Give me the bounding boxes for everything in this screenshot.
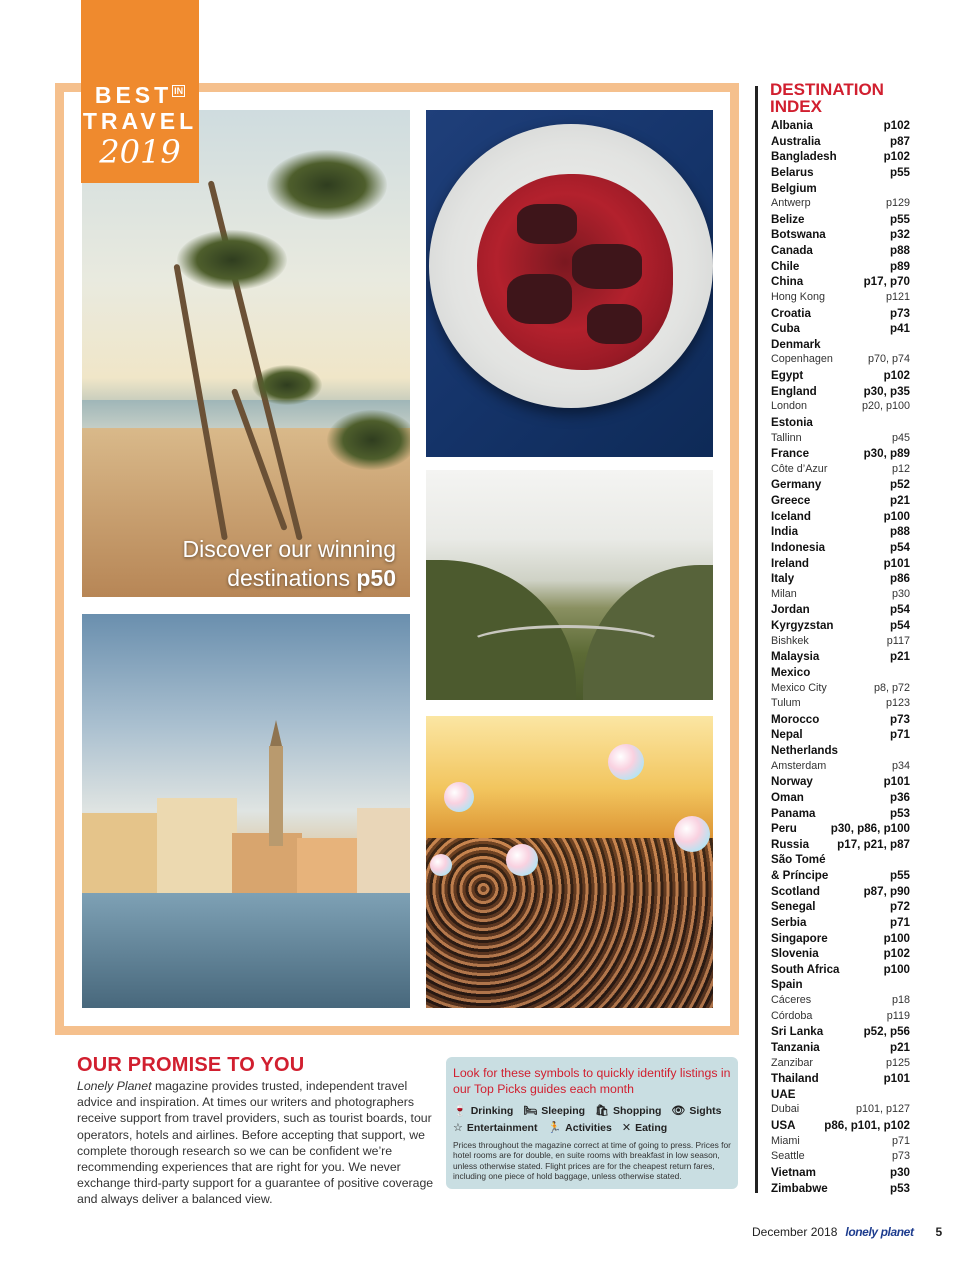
index-country-row [771,868,910,884]
building [297,838,357,893]
index-page: p20, p100 [861,400,910,413]
index-name: Iceland [771,509,811,523]
index-name: Zimbabwe [771,1181,828,1195]
index-country-row [771,321,910,337]
index-country-row [771,806,910,822]
index-country-row [771,1024,910,1040]
index-name: Kyrgyzstan [771,619,834,632]
index-country-row [771,962,910,978]
index-page: p88 [890,525,910,539]
index-page: p70, p74 [867,353,910,366]
index-country-row [771,727,910,743]
index-name: Egypt [771,369,804,382]
index-page: p52, p56 [863,1025,910,1039]
index-page: p86 [890,572,910,586]
activities-icon: 🏃 [547,1122,562,1134]
index-page: p8, p72 [873,681,910,694]
index-country-row [771,556,910,572]
balloon [430,854,452,876]
building [157,798,237,893]
index-name: Jordan [771,603,810,617]
index-name: Belarus [771,165,814,179]
index-country-row [771,743,910,759]
index-page: p30 [891,587,910,600]
index-divider [755,86,758,1193]
index-page: p125 [885,1056,910,1069]
symbol-label: Drinking [470,1104,514,1117]
index-country-row [771,931,910,947]
index-country-row [771,852,910,868]
index-page: p17, p70 [863,275,910,289]
index-page: p55 [890,212,910,226]
index-name: Hong Kong [771,290,826,303]
index-page: p88 [890,244,910,257]
index-name: Slovenia [771,947,819,961]
index-city-row [771,681,910,697]
index-page: p89 [890,259,910,273]
index-page: p30, p89 [863,447,910,461]
index-name: & Príncipe [771,869,829,882]
symbol-label: Shopping [613,1104,662,1117]
index-country-row [771,446,910,462]
index-country-row [771,368,910,384]
index-country-row [771,274,910,290]
index-page: p30, p35 [863,384,910,398]
index-page: p101, p127 [855,1103,910,1116]
index-name: Peru [771,822,797,836]
index-page: p17, p21, p87 [837,837,910,851]
index-page: p21 [890,494,910,507]
index-page: p117 [886,634,910,647]
index-name: Canada [771,244,813,257]
entertainment-icon: ☆ [453,1122,463,1134]
harbour-town-photo[interactable] [82,614,410,1008]
symbols-intro: Look for these symbols to quickly identify listings in our Top Picks guides each month [453,1066,731,1096]
index-name: China [771,275,804,289]
index-country-row [771,899,910,915]
page-footer [752,1225,942,1239]
index-page: p55 [890,165,910,179]
index-name: Mexico [771,665,811,679]
index-page: p86, p101, p102 [824,1119,910,1132]
index-name: Senegal [771,900,816,914]
index-name: Botswana [771,228,826,242]
index-name: Indonesia [771,540,826,554]
index-country-row [771,977,910,993]
badge-line1-small: IN [174,86,184,97]
index-city-row [771,1009,910,1025]
index-name: Bishkek [771,634,809,647]
index-name: Vietnam [771,1165,816,1179]
index-country-row [771,306,910,322]
symbols-key-box [446,1057,738,1189]
index-page: p54 [890,619,910,632]
index-page: p73 [890,306,910,320]
index-name: Antwerp [771,197,811,210]
bell-tower [269,746,283,846]
promise-title: OUR PROMISE TO YOU [77,1054,305,1076]
meat-piece [572,244,642,289]
palm-crown [267,150,387,220]
index-name: Singapore [771,931,828,945]
index-page: p71 [890,915,910,929]
index-page: p123 [885,697,910,710]
balloon [608,744,644,780]
index-name: Albania [771,119,813,132]
index-page: p100 [883,962,910,976]
index-city-row [771,696,910,712]
index-page: p102 [883,369,910,382]
promise-body [77,1078,439,1208]
index-name: Greece [771,494,811,507]
index-country-row [771,509,910,525]
sights-icon: 👁 [671,1105,686,1117]
index-page: p21 [890,1040,910,1054]
index-country-row [771,524,910,540]
page-number: 5 [935,1225,943,1239]
index-country-row [771,259,910,275]
symbol-label: Activities [565,1121,612,1134]
index-country-row [771,790,910,806]
symbol-label: Entertainment [466,1121,538,1134]
index-name: Copenhagen [771,353,833,366]
index-page: p45 [891,431,910,444]
index-name: Mexico City [771,681,827,694]
balloon [444,782,474,812]
index-city-row [771,634,910,650]
index-country-row [771,1165,910,1181]
index-city-row [771,1134,910,1150]
index-city-row [771,196,910,212]
valley-photo[interactable] [426,470,713,700]
index-country-row [771,118,910,134]
index-city-row [771,290,910,306]
index-name: Norway [771,775,813,789]
palm-crown [177,230,287,290]
meat-piece [587,304,642,344]
index-country-row [771,243,910,259]
destination-index-list [771,118,910,1196]
index-country-row [771,165,910,181]
index-page: p102 [883,150,910,164]
index-name: Seattle [771,1150,805,1163]
index-page: p101 [883,775,910,789]
index-page: p73 [890,712,910,726]
index-city-row [771,759,910,775]
index-page: p18 [891,994,910,1006]
index-name: Chile [771,259,800,273]
index-name: Russia [771,837,810,851]
index-name: Belgium [771,181,817,195]
index-name: London [771,400,808,413]
index-page: p100 [883,931,910,945]
index-name: South Africa [771,962,840,976]
index-city-row [771,587,910,603]
index-page: p53 [890,806,910,820]
best-in-travel-badge [81,0,199,183]
index-name: Bangladesh [771,150,837,164]
index-name: Cáceres [771,994,812,1006]
index-name: Malaysia [771,650,820,664]
index-country-row [771,477,910,493]
index-name: Dubai [771,1103,800,1116]
index-name: Tulum [771,697,801,710]
promise-text: magazine provides trusted, independent travel advice and inspiration. At times our writers and photographers receive support from travel providers, such as tourist boards, tour operators, hotels and airlines. Before accepting that support, we complete thorough research so we can be confident we’re recommending experiences that are right for you. We never exchange third-party support for a guarantee of positive coverage and always deliver a balanced view. [77,1079,434,1207]
index-country-row [771,493,910,509]
index-page: p71 [890,728,910,742]
index-country-row [771,618,910,634]
index-page: p71 [891,1134,910,1147]
index-name: Amsterdam [771,759,827,772]
index-name: Sri Lanka [771,1025,824,1039]
index-page: p72 [890,900,910,914]
index-page: p102 [883,947,910,961]
index-name: Croatia [771,306,811,320]
index-country-row [771,384,910,400]
index-name: Tallinn [771,431,802,444]
index-name: Germany [771,478,822,492]
lonely-planet-logo: lonely planet [845,1225,914,1239]
index-page: p32 [890,228,910,242]
index-name: Morocco [771,712,820,726]
index-page: p54 [890,603,910,617]
index-city-row [771,399,910,415]
badge-line2: TRAVEL [82,108,198,134]
palm-crown [327,410,410,470]
index-name: USA [771,1119,796,1132]
index-page: p73 [891,1150,910,1163]
index-country-row [771,1040,910,1056]
index-page: p41 [890,322,910,336]
index-city-row [771,1056,910,1072]
symbol-label: Sights [689,1104,722,1117]
index-country-row [771,337,910,353]
symbol-entertainment [453,1121,537,1134]
index-name: Estonia [771,415,813,429]
index-name: Australia [771,134,821,148]
index-country-row [771,212,910,228]
shopping-icon: 🛍 [595,1105,609,1117]
index-name: Denmark [771,337,821,351]
symbols-row-2 [453,1121,731,1134]
index-name: Zanzibar [771,1056,814,1069]
index-name: Cuba [771,322,800,336]
crowd [426,838,713,1008]
index-name: Oman [771,790,804,804]
index-name: São Tomé [771,853,826,867]
index-country-row [771,1087,910,1103]
index-name: UAE [771,1087,796,1101]
index-country-row [771,1071,910,1087]
index-country-row [771,149,910,165]
meat-piece [507,274,572,324]
symbols-row-1 [453,1104,731,1117]
index-title-line1: DESTINATION [770,80,884,99]
index-country-row [771,181,910,197]
index-country-row [771,915,910,931]
symbol-sights [671,1104,721,1117]
index-country-row [771,837,910,853]
caption-page: p50 [356,565,396,591]
index-page: p12 [891,462,910,475]
sauce [477,174,673,370]
symbol-label: Sleeping [541,1104,586,1117]
index-page: p21 [890,650,910,664]
building [232,833,302,893]
eating-icon: ✕ [621,1122,632,1134]
index-country-row [771,602,910,618]
harbour-water [82,893,410,1008]
balloon [506,844,538,876]
index-page: p54 [890,540,910,554]
index-country-row [771,1181,910,1197]
index-page: p36 [890,790,910,804]
index-page: p129 [885,197,910,210]
issue-date: December 2018 [752,1225,838,1239]
index-city-row [771,352,910,368]
price-note: Prices throughout the magazine correct at time of going to press. Prices for hotel rooms are for double, en suite rooms with breakfast in low season, unless otherwise stated. Flight prices are for the cheapest return fares, including one piece of hold baggage, unless otherwise stated. [453,1140,731,1182]
index-country-row [771,134,910,150]
index-country-row [771,1118,910,1134]
index-page: p101 [883,556,910,570]
index-country-row [771,665,910,681]
index-name: Ireland [771,556,810,570]
symbol-drinking [453,1104,513,1117]
promise-brand: Lonely Planet [77,1079,152,1093]
index-name: Spain [771,978,803,992]
winding-road [466,625,666,665]
symbol-sleeping [523,1104,585,1117]
beach-photo[interactable] [82,110,410,597]
beach-caption [183,535,396,593]
index-page: p30, p86, p100 [830,822,910,836]
festival-photo[interactable] [426,716,713,1008]
index-country-row [771,712,910,728]
index-page: p87 [890,134,910,148]
index-name: England [771,384,817,398]
index-title [770,82,884,115]
index-page: p30 [890,1165,910,1179]
index-name: Belize [771,212,805,226]
index-city-row [771,1102,910,1118]
index-country-row [771,540,910,556]
index-page: p101 [883,1072,910,1086]
index-name: Netherlands [771,744,839,757]
index-name: Córdoba [771,1009,813,1022]
index-country-row [771,649,910,665]
palm-crown [252,365,322,405]
symbol-activities [547,1121,611,1134]
food-photo[interactable] [426,110,713,457]
index-page: p87, p90 [863,884,910,898]
index-city-row [771,993,910,1009]
index-page: p102 [883,119,910,132]
index-country-row [771,821,910,837]
index-city-row [771,1149,910,1165]
index-page: p34 [891,759,910,772]
index-name: Nepal [771,728,803,742]
drinking-icon: 🍷 [453,1105,467,1117]
caption-line1: Discover our winning [182,536,396,562]
badge-line1: BEST [94,82,173,108]
index-name: France [771,447,810,461]
index-page: p52 [890,478,910,492]
index-name: Serbia [771,915,807,929]
index-page: p100 [883,509,910,523]
index-name: Panama [771,806,816,820]
plate [429,124,713,408]
index-page: p55 [890,869,910,882]
sleeping-icon: 🛏 [523,1105,538,1117]
caption-line2: destinations [227,565,357,591]
index-name: Tanzania [771,1040,820,1054]
index-country-row [771,415,910,431]
index-country-row [771,774,910,790]
index-name: Milan [771,587,797,600]
symbol-label: Eating [635,1121,668,1134]
badge-year: 2019 [99,133,181,171]
index-country-row [771,571,910,587]
index-city-row [771,431,910,447]
index-country-row [771,946,910,962]
index-name: Miami [771,1134,800,1147]
index-name: India [771,525,799,539]
symbol-eating [622,1121,667,1134]
index-name: Italy [771,572,795,586]
meat-piece [517,204,577,244]
index-name: Côte d’Azur [771,462,828,475]
building [357,808,410,893]
index-country-row [771,227,910,243]
index-page: p119 [886,1009,910,1022]
symbol-shopping [595,1104,661,1117]
index-city-row [771,462,910,478]
index-page: p121 [885,290,910,303]
index-name: Scotland [771,884,820,898]
index-title-line2: INDEX [770,96,822,116]
index-page: p53 [890,1181,910,1195]
index-name: Thailand [771,1072,819,1086]
balloon [674,816,710,852]
index-country-row [771,884,910,900]
